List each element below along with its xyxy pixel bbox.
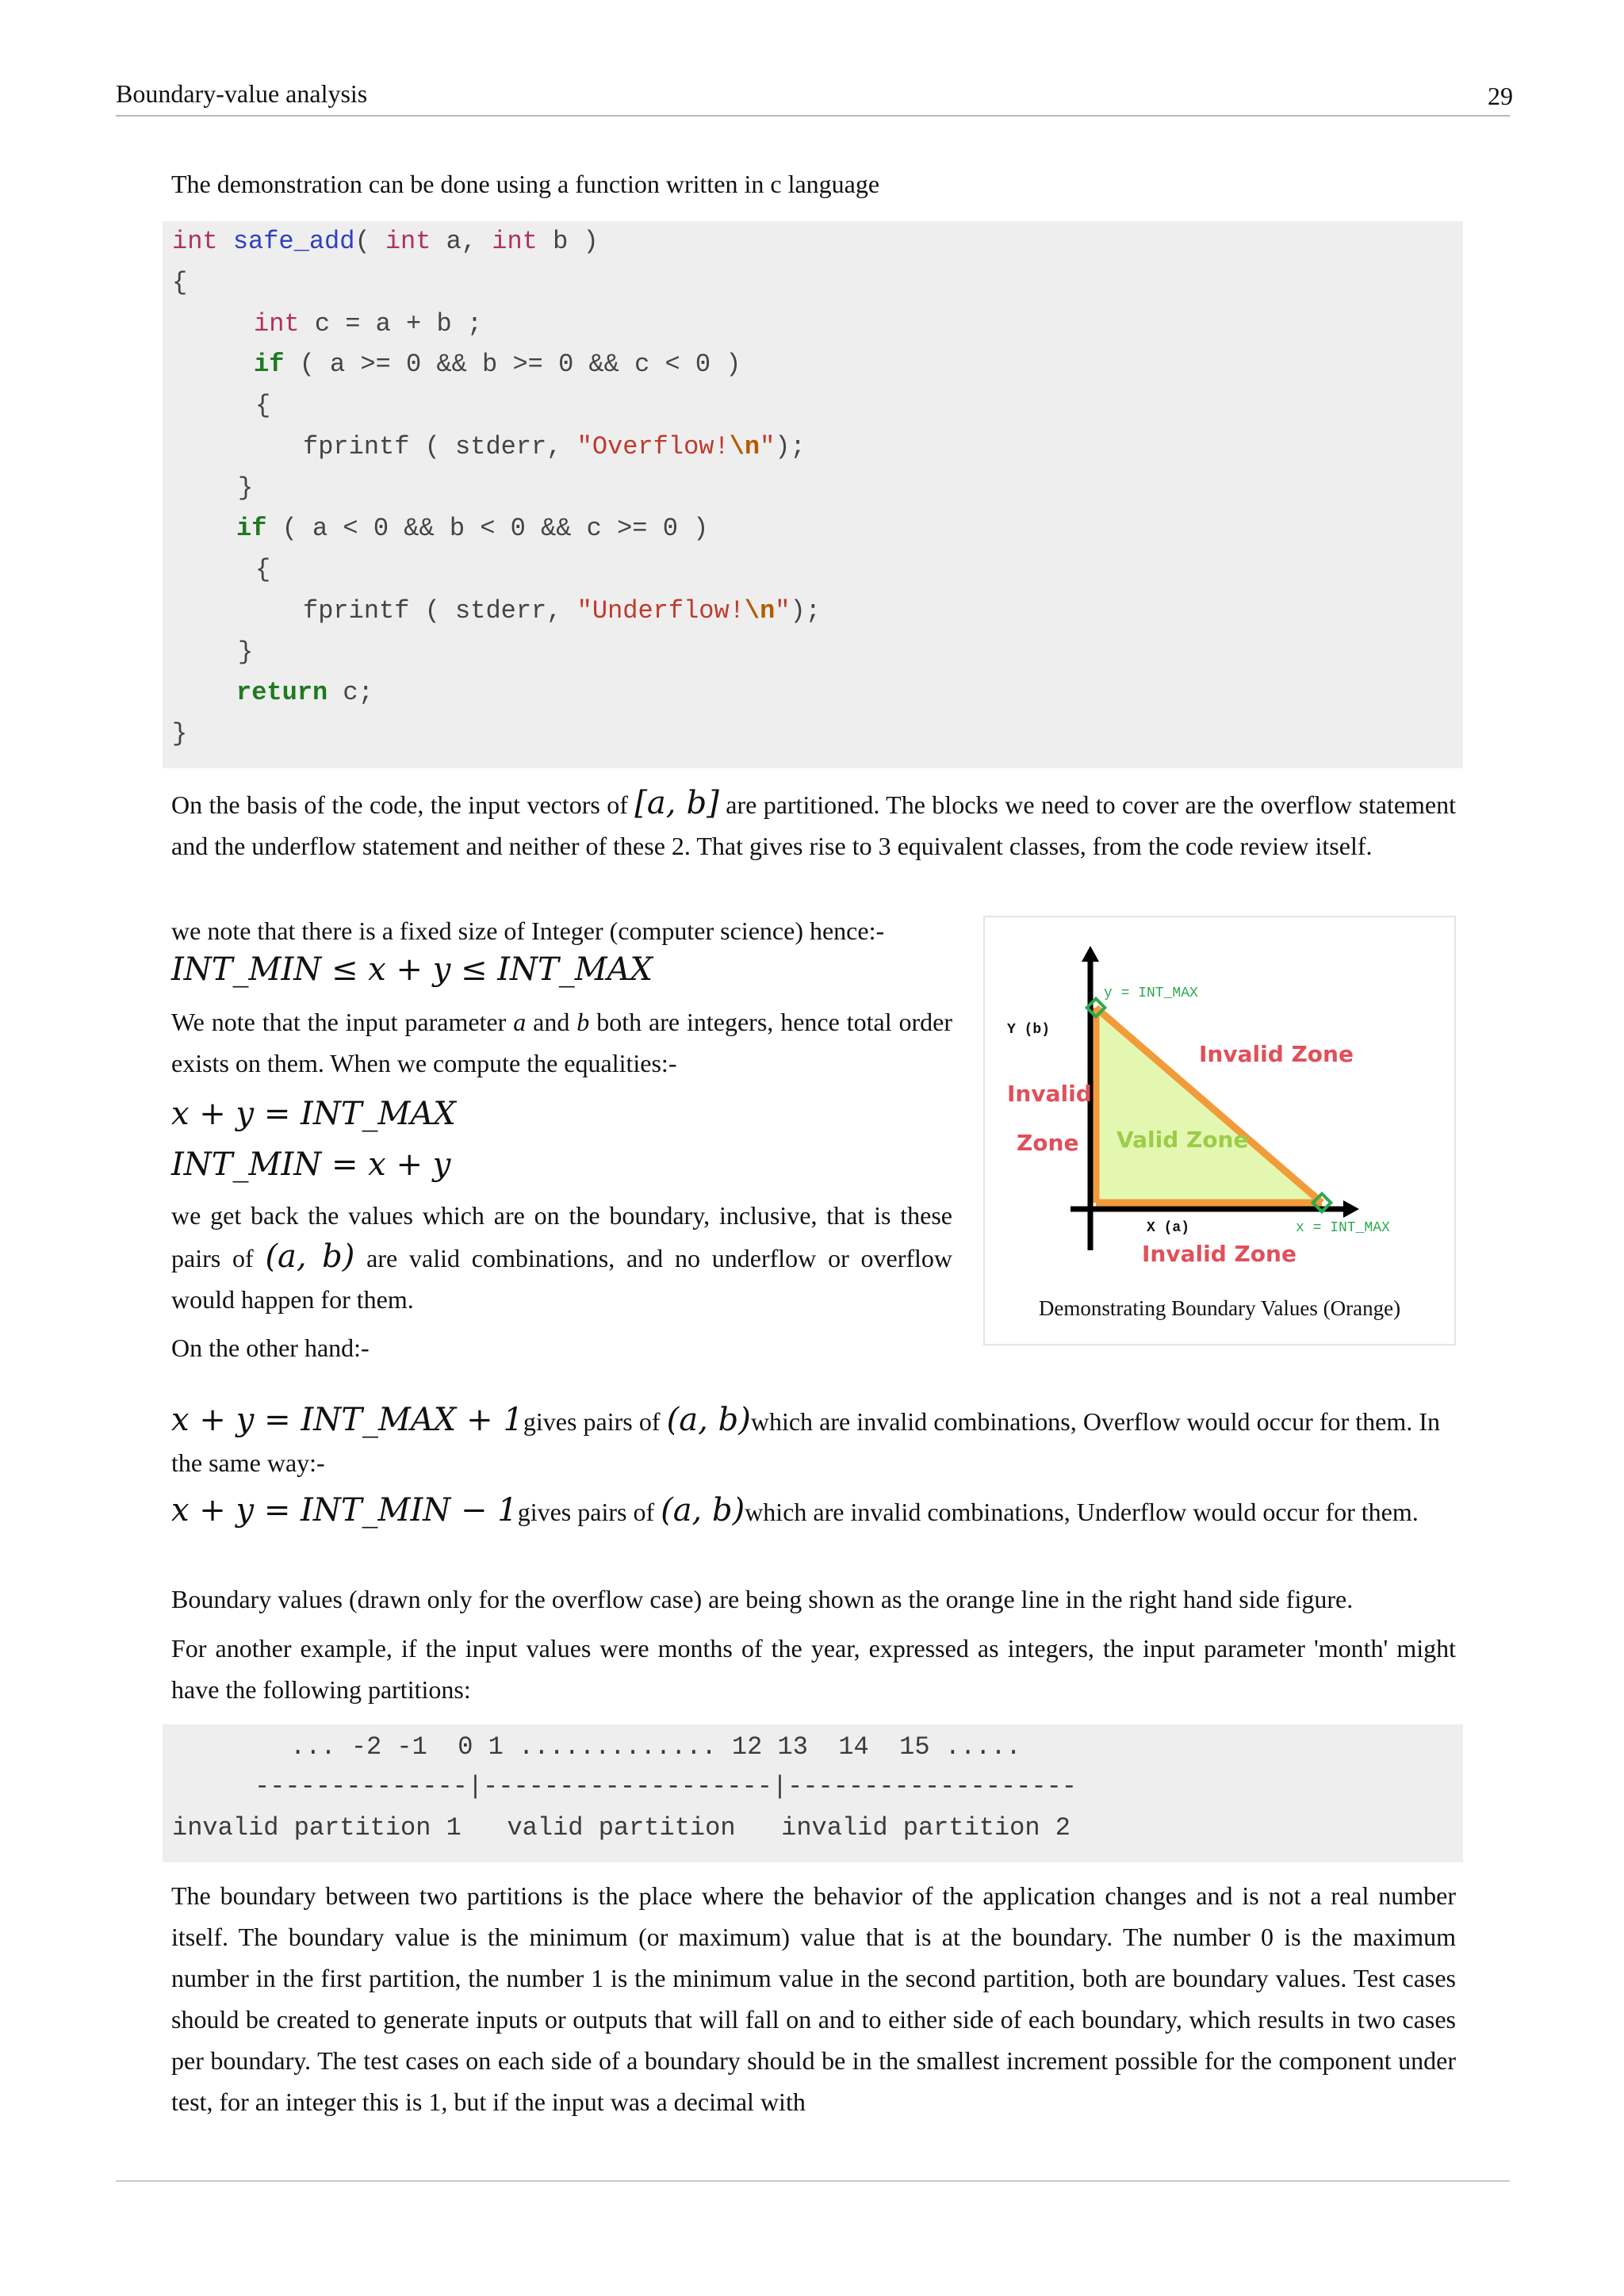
code-token: ); <box>790 596 821 626</box>
figure-caption: Demonstrating Boundary Values (Orange) <box>1038 1296 1401 1320</box>
code-token: int <box>492 227 538 256</box>
x-axis-label: X (a) <box>1147 1220 1190 1236</box>
paragraph-text: are partitioned. The blocks we need to cover are the overflow statement and the underflow statement and neither of these 2. That gives rise to 3 equivalent classes, from the code review itself. <box>171 790 1457 860</box>
paragraph-partition-intro <box>171 783 1456 867</box>
math-inline: x + y = INT_MIN − 1 <box>171 1492 518 1529</box>
paragraph-text: On the basis of the code, the input vectors of <box>171 790 628 819</box>
code-line-11: } <box>238 637 254 667</box>
paragraph-text: are valid combinations, and no underflow or overflow would happen for them. <box>171 1244 953 1314</box>
y-axis-arrow <box>1082 946 1099 962</box>
equation-int-max: x + y = INT_MAX <box>171 1096 456 1132</box>
paragraph-text: and <box>533 1008 570 1036</box>
math-inline: (a, b) <box>265 1238 355 1275</box>
page-number: 29 <box>1488 82 1513 110</box>
code-token: ( <box>354 227 385 256</box>
invalid-zone-bottom-label: Invalid Zone <box>1142 1241 1297 1267</box>
code-escape: \n <box>729 432 760 461</box>
paragraph-boundary-orange: Boundary values (drawn only for the overflow case) are being shown as the orange line in the right hand side figure. <box>171 1585 1354 1613</box>
y-max-label: y = INT_MAX <box>1104 985 1198 1001</box>
variable-a: a <box>513 1008 527 1036</box>
paragraph-overflow <box>171 1399 1440 1483</box>
math-inline: (a, b) <box>666 1402 751 1438</box>
paragraph-text: which are invalid combinations, Overflow would occur for them. In the same way:- <box>171 1407 1441 1477</box>
math-inline: x + y = INT_MAX + 1 <box>171 1402 523 1438</box>
code-token: if <box>254 350 285 379</box>
x-axis-arrow <box>1343 1200 1359 1218</box>
paragraph-boundary-explanation: The boundary between two partitions is the place where the behavior of the application changes and is not a real number itself. The boundary value is the minimum (or maximum) value that is at the boundary. The number 0 is the maximum number in the first partition, the number 1 is the minimum value in the second partition, both are boundary values. Test cases should be created to generate inputs or outputs that will fall on and to either side of each boundary, which results in two cases per boundary. The test cases on each side of a boundary should be in the smallest increment possible for the component under test, for an integer this is 1, but if the input was a decimal with <box>171 1881 1456 2116</box>
code-line-2: { <box>172 268 188 297</box>
boundary-diagram <box>985 917 1454 1282</box>
code-token: if <box>236 514 267 543</box>
math-inline: (a, b) <box>661 1492 745 1529</box>
code-line-1 <box>172 226 599 258</box>
code-token: c = a + b ; <box>299 309 483 339</box>
code-function-name: safe_add <box>232 227 355 256</box>
code-string: "Underflow! <box>576 596 745 626</box>
paragraph-text: we get back the values which are on the boundary, inclusive, that is these pairs of <box>171 1201 952 1272</box>
code-string: " <box>760 432 776 461</box>
paragraph-text: We note that the input parameter <box>171 1008 507 1036</box>
code-token: ); <box>775 432 806 461</box>
intro-paragraph: The demonstration can be done using a function written in c language <box>171 170 880 198</box>
code-token: c; <box>327 678 373 707</box>
paragraph-other-hand: On the other hand:- <box>171 1334 370 1362</box>
code-token: fprintf ( stderr, <box>303 596 577 626</box>
code-line-13: } <box>172 719 188 748</box>
y-axis-label: Y (b) <box>1007 1022 1051 1038</box>
code-line-4 <box>254 349 741 381</box>
equation-range: INT_MIN ≤ x + y ≤ INT_MAX <box>171 951 653 988</box>
partition-values-line: ... -2 -1 0 1 ............. 12 13 14 15 ..... <box>290 1732 1021 1762</box>
paragraph-integer-size: we note that there is a fixed size of Integer (computer science) hence:- <box>171 916 885 945</box>
paragraph-months-example: For another example, if the input values were months of the year, expressed as integers, the input parameter 'month' might have the following partitions: <box>171 1634 1456 1704</box>
code-line-8 <box>236 513 708 545</box>
footer-rule <box>116 2180 1510 2182</box>
code-line-3 <box>254 308 482 340</box>
paragraph-text: both are integers, hence total order exists on them. When we compute the equalities:- <box>171 1008 953 1077</box>
code-string: "Overflow! <box>576 432 730 461</box>
paragraph-text: gives pairs of <box>517 1498 655 1526</box>
code-token: int <box>172 227 218 256</box>
equation-int-min: INT_MIN = x + y <box>171 1146 451 1183</box>
code-line-7: } <box>238 473 254 503</box>
running-header-title: Boundary-value analysis <box>116 79 368 108</box>
code-line-10 <box>303 595 821 627</box>
code-string: " <box>775 596 791 626</box>
x-max-label: x = INT_MAX <box>1296 1220 1390 1236</box>
invalid-zone-left-label-2: Zone <box>1017 1130 1079 1156</box>
partition-divider-line: --------------|-------------------|------------------- <box>255 1772 1077 1801</box>
math-inline: [a, b] <box>634 785 719 821</box>
paragraph-underflow <box>171 1490 1440 1533</box>
code-line-6 <box>303 431 806 463</box>
invalid-zone-left-label-1: Invalid <box>1007 1081 1092 1107</box>
code-token: return <box>236 678 328 707</box>
code-line-12 <box>236 677 373 709</box>
valid-zone-label: Valid Zone <box>1116 1127 1249 1153</box>
code-token: int <box>254 309 300 339</box>
code-line-9: { <box>255 555 271 584</box>
paragraph-integers-order <box>171 1001 952 1084</box>
header-rule <box>116 115 1510 117</box>
paragraph-text: which are invalid combinations, Underflow would occur for them. <box>745 1498 1419 1526</box>
boundary-figure <box>983 916 1456 1345</box>
partition-labels-line: invalid partition 1 valid partition invalid partition 2 <box>172 1813 1071 1843</box>
code-token: b ) <box>537 227 599 256</box>
code-token: fprintf ( stderr, <box>303 432 577 461</box>
paragraph-text: gives pairs of <box>523 1407 661 1436</box>
variable-b: b <box>576 1008 590 1036</box>
code-escape: \n <box>744 596 776 626</box>
code-line-5: { <box>255 391 271 420</box>
code-token: ( a < 0 && b < 0 && c >= 0 ) <box>266 514 709 543</box>
code-token: ( a >= 0 && b >= 0 && c < 0 ) <box>284 350 741 379</box>
paragraph-boundary-values <box>171 1195 952 1320</box>
code-token: int <box>385 227 431 256</box>
code-token: a, <box>431 227 492 256</box>
invalid-zone-right-label: Invalid Zone <box>1199 1041 1354 1067</box>
